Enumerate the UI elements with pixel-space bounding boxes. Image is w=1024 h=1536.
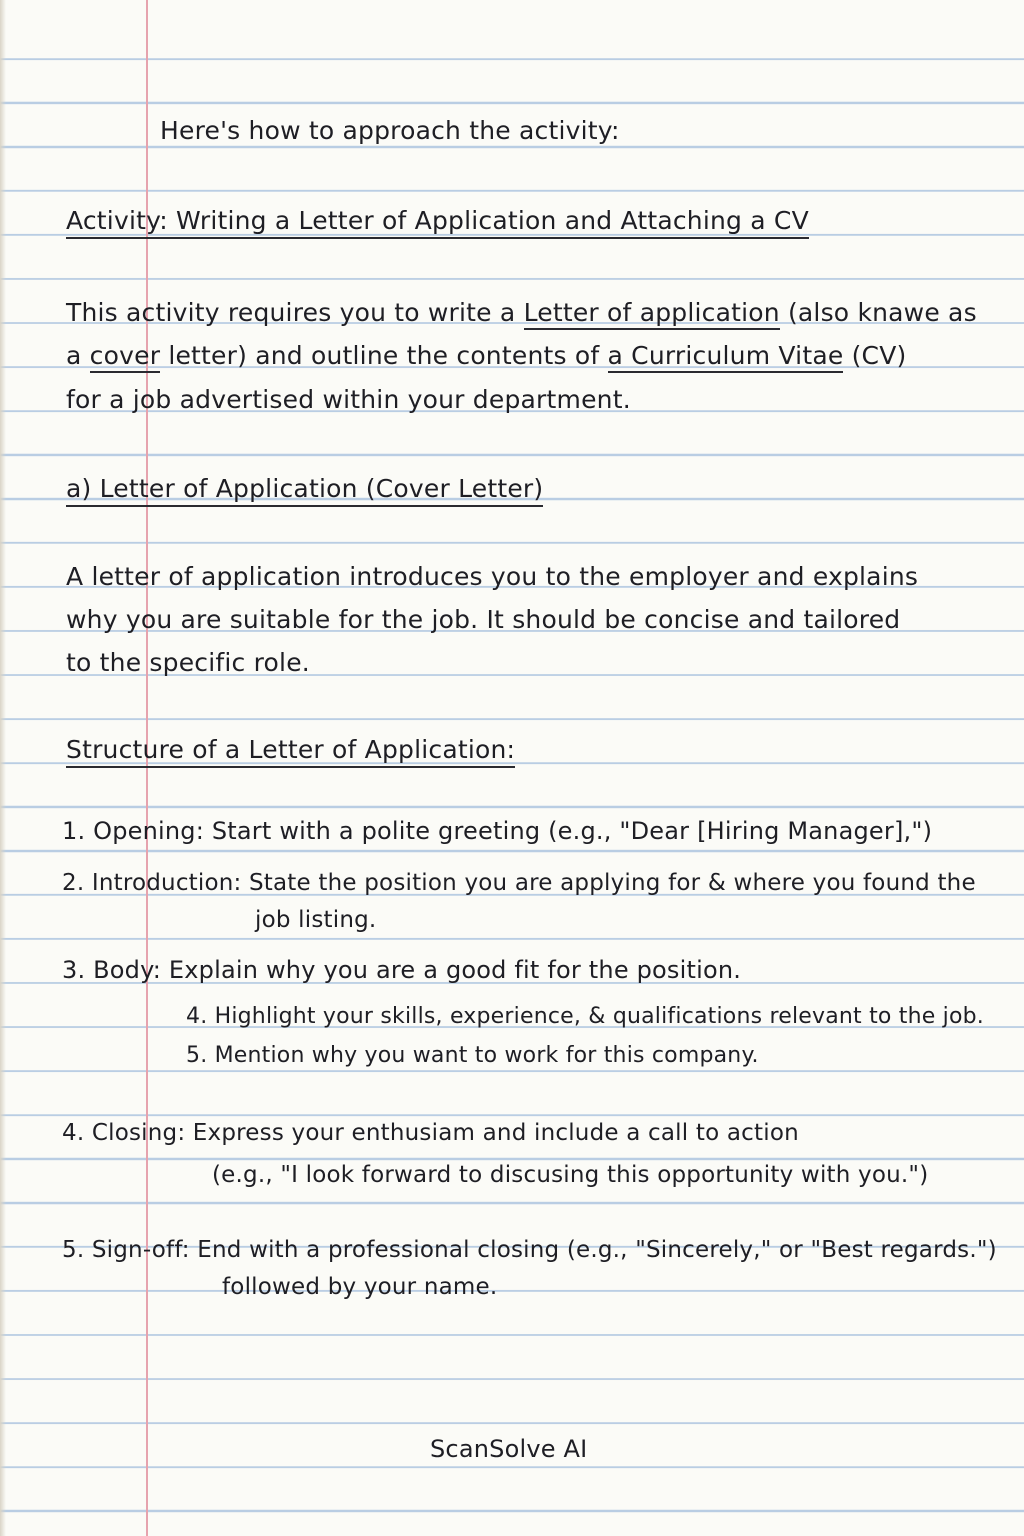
list-item-signoff-cont: followed by your name.	[222, 1274, 498, 1300]
paragraph1-line1: This activity requires you to write a Letter of application (also knawe as	[66, 298, 977, 328]
list-item-introduction-cont: job listing.	[255, 907, 377, 933]
footer-watermark: ScanSolve AI	[430, 1435, 588, 1463]
list-item-introduction: 2. Introduction: State the position you are applying for & where you found the	[62, 870, 976, 896]
paper-edge	[0, 0, 6, 1536]
paragraph2-line3: to the specific role.	[66, 648, 310, 677]
paragraph2-line1: A letter of application introduces you to the employer and explains	[66, 562, 919, 591]
list-item-opening: 1. Opening: Start with a polite greeting (e.g., "Dear [Hiring Manager],")	[62, 817, 933, 845]
activity-title: Activity: Writing a Letter of Application and Attaching a CV	[66, 206, 809, 239]
list-item-signoff: 5. Sign-off: End with a professional closing (e.g., "Sincerely," or "Best regards.")	[62, 1237, 997, 1263]
section-a-title: a) Letter of Application (Cover Letter)	[66, 474, 543, 507]
paragraph1-line3: for a job advertised within your department.	[66, 385, 631, 414]
list-item-closing-cont: (e.g., "I look forward to discusing this opportunity with you.")	[212, 1162, 929, 1188]
structure-title: Structure of a Letter of Application:	[66, 735, 515, 768]
intro-text: Here's how to approach the activity:	[160, 116, 620, 145]
list-item-closing: 4. Closing: Express your enthusiam and include a call to action	[62, 1120, 799, 1146]
list-item-body: 3. Body: Explain why you are a good fit for the position.	[62, 956, 742, 984]
list-item-highlight: 4. Highlight your skills, experience, & qualifications relevant to the job.	[186, 1004, 984, 1029]
paragraph1-line2: a cover letter) and outline the contents of a Curriculum Vitae (CV)	[66, 341, 906, 371]
list-item-mention: 5. Mention why you want to work for this company.	[186, 1043, 759, 1068]
paragraph2-line2: why you are suitable for the job. It should be concise and tailored	[66, 605, 901, 634]
